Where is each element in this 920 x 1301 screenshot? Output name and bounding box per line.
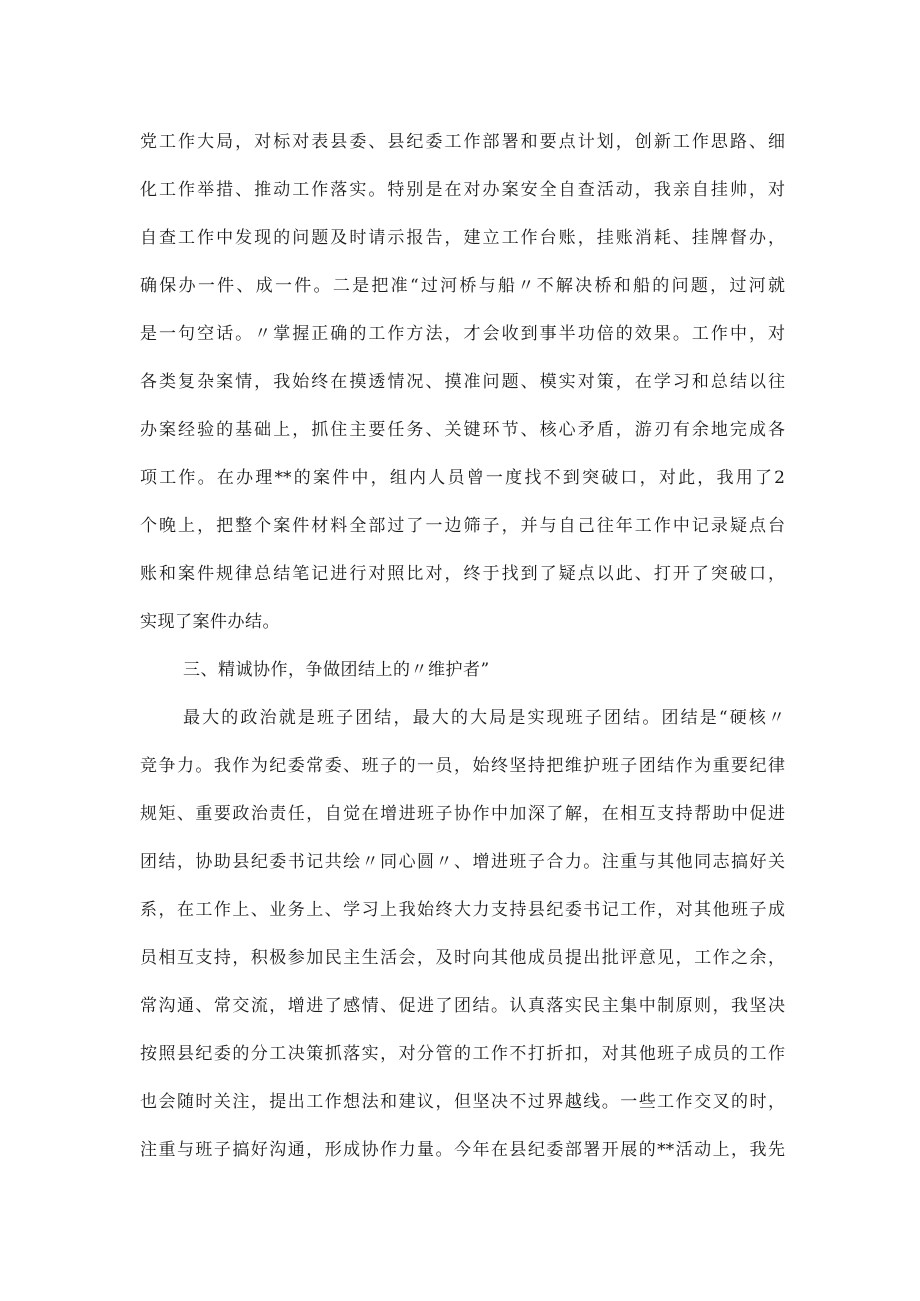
text-line: 最大的政治就是班子团结，最大的大局是实现班子团结。团结是“硬核〃	[183, 708, 785, 728]
text-line: 也会随时关注，提出工作想法和建议，但坚决不过界越线。一些工作交叉的时，	[140, 1092, 785, 1112]
text-line: 自查工作中发现的问题及时请示报告，建立工作台账，挂账消耗、挂牌督办，	[140, 228, 785, 248]
text-line: 竞争力。我作为纪委常委、班子的一员，始终坚持把维护班子团结作为重要纪律	[140, 756, 785, 776]
text-line: 实现了案件办结。	[140, 612, 280, 632]
text-line: 系，在工作上、业务上、学习上我始终大力支持县纪委书记工作，对其他班子成	[140, 900, 785, 920]
text-line: 是一句空话。〃掌握正确的工作方法，才会收到事半功倍的效果。工作中，对	[140, 324, 785, 344]
section-heading: 三、精诚协作，争做团结上的〃维护者”	[183, 660, 490, 680]
text-line: 按照县纪委的分工决策抓落实，对分管的工作不打折扣，对其他班子成员的工作	[140, 1044, 785, 1064]
text-line: 项工作。在办理**的案件中，组内人员曾一度找不到突破口，对此，我用了2	[140, 468, 785, 488]
text-line: 团结，协助县纪委书记共绘〃同心圆〃、增进班子合力。注重与其他同志搞好关	[140, 852, 785, 872]
text-line: 办案经验的基础上，抓住主要任务、关键环节、核心矛盾，游刃有余地完成各	[140, 420, 785, 440]
text-line: 规矩、重要政治责任，自觉在增进班子协作中加深了解，在相互支持帮助中促进	[140, 804, 785, 824]
text-line: 确保办一件、成一件。二是把准“过河桥与船〃不解决桥和船的问题，过河就	[140, 276, 785, 296]
text-line: 常沟通、常交流，增进了感情、促进了团结。认真落实民主集中制原则，我坚决	[140, 996, 785, 1016]
text-line: 个晚上，把整个案件材料全部过了一边筛子，并与自己往年工作中记录疑点台	[140, 516, 785, 536]
text-line: 各类复杂案情，我始终在摸透情况、摸准问题、模实对策，在学习和总结以往	[140, 372, 785, 392]
text-line: 账和案件规律总结笔记进行对照比对，终于找到了疑点以此、打开了突破口，	[140, 564, 785, 584]
text-line: 党工作大局，对标对表县委、县纪委工作部署和要点计划，创新工作思路、细	[140, 132, 785, 152]
text-line: 员相互支持，积极参加民主生活会，及时向其他成员提出批评意见，工作之余，	[140, 948, 785, 968]
text-line: 注重与班子搞好沟通，形成协作力量。今年在县纪委部署开展的**活动上，我先	[140, 1140, 785, 1160]
document-body	[140, 118, 785, 1174]
text-line: 化工作举措、推动工作落实。特别是在对办案安全自查活动，我亲自挂帅，对	[140, 180, 785, 200]
